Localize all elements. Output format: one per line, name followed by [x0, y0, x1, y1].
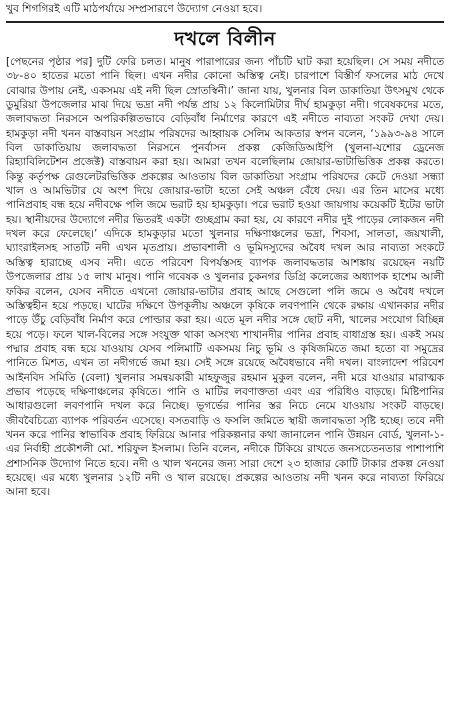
article-body: [পেছনের পৃষ্ঠার পর] দুটি ফেরি চলত। মানুষ পারাপারের জন্য পাঁচটি ঘাট করা হয়েছিল। সে সময় নদীতে ৩৮-৪০ হাতের মতো পানি ছিল। এখন নদীর কোনো অস্তিত্ব নেই। চারপাশে বিস্তীর্ণ ফসলের মাঠ দেখে বোঝার উপায় নেই, একসময় এই নদী ছিল স্রোতস্বিনী।’ জানা যায়, খুলনার বিল ডাকাতিয়া উৎসমুখ থেকে ডুমুরিয়া উপজেলার মাঝ দিয়ে ভদ্রা নদী পর্যন্ত প্রায় ১২ কিলোমিটার দীর্ঘ হামকুড়া নদী। গবেষকদের মতে, জলাবদ্ধতা নিরসনে অপরিকল্পিতভাবে বেড়িবাঁধ নির্মাণের কারণে এই নদীতে নাব্যতা সংকট দেখা দেয়। হামকুড়া নদী খনন বাস্তবায়ন সংগ্রাম পরিষদের আহ্বায়ক সেলিম আকতার স্বপন বলেন, ‘১৯৯৩-৯৪ সালে বিল ডাকাতিয়ায় জলাবদ্ধতা নিরসনে পুনর্বাসন প্রকল্প কেজিডিআইপি (খুলনা-যশোর ড্রেনেজ রিহ্যাবিলিটেশন প্রজেক্ট) বাস্তবায়ন করা হয়। আমরা তখন বলেছিলাম জোয়ার-ভাটাভিত্তিক প্রকল্প করতে। কিন্তু কর্তৃপক্ষ রেগুলেটরভিত্তিক প্রকল্পের আওতায় বিল ডাকাতিয়া সংগ্রাম পরিষদের কেটে দেওয়া সন্ধ্যা খাল ও আমভিটার যে অংশ দিয়ে জোয়ার-ভাটা হতো সেই অঞ্চল বেঁধে দেয়। এর তিন মাসের মধ্যে পানিপ্রবাহ বন্ধ হয়ে নদীবক্ষে পলি জমে ভরাট হয় হামকুড়া। পরে ভরাট হওয়া জায়গায় কয়েকটি ইটের ভাটা হয়। স্থানীয়দের উদ্যোগে নদীর ভিতরই একটা গুচ্ছগ্রাম করা হয়, যে কারণে নদীর দুই পাড়ের লোকজন নদী দখল করে ফেলেছে।’ এদিকে হামকুড়ার মতো খুলনার দক্ষিণাঞ্চলের ভদ্রা, শিবসা, সালতা, জয়খালী, ঘ্যাংরাইলসহ সাতটি নদী এখন মৃতপ্রায়। প্রভাবশালী ও ভূমিদস্যুদের অবৈধ দখল আর নাব্যতা সংকটে অস্তিত্ব হারাচ্ছে এসব নদী। এতে পরিবেশ বিপর্যস্তসহ ব্যাপক জলাবদ্ধতার আশঙ্কায় রয়েছেন নয়টি উপজেলার প্রায় ১৫ লাখ মানুষ। পানি গবেষক ও খুলনার চুকনগর ডিগ্রি কলেজের অধ্যাপক হাশেম আলী ফকির বলেন, যেসব নদীতে এখনো জোয়ার-ভাটার প্রবাহ আছে সেগুলো পলি জমে ও অবৈধ দখলে অস্তিত্বহীন হয়ে পড়ছে। ঘাটের দক্ষিণে উপকূলীয় অঞ্চলে কৃষিকে লবণপানি থেকে রক্ষায় এখানকার নদীর পাড়ে উঁচু বেড়িবাঁধ নির্মাণ করে পোল্ডার করা হয়। এতে মূল নদীর সঙ্গে ছোট নদী, খালের সংযোগ বিচ্ছিন্ন হয়ে পড়ে। ফলে খাল-বিলের সঙ্গে সংযুক্ত থাকা অসংখ্য শাখানদীর পানির প্রবাহ বাধাগ্রস্ত হয়। একই সময় পদ্মার প্রবাহ বন্ধ হয়ে যাওয়ায় যেসব পলিমাটি একসময় নিচু ভূমি ও কৃষিজমিতে জমা হতো বা সমুদ্রের পানিতে মিশত, এখন তা নদীগর্ভে জমা হয়। সেই সঙ্গে রয়েছে অবৈধভাবে নদী দখল। বাংলাদেশ পরিবেশ আইনবিদ সমিতি (বেলা) খুলনার সমন্বয়কারী মাহফুজুর রহমান মুকুল বলেন, নদী মরে যাওয়ার মারাত্মক প্রভাব পড়েছে দক্ষিণাঞ্চলের কৃষিতে। পানি ও মাটির লবণাক্ততা এবং এর পরিধিও বাড়ছে। মিষ্টিপানির আধারগুলো লবণপানি দখল করে নিচ্ছে। ভূগর্ভের পানির স্তর নিচে নেমে যাওয়ায় সংকট বাড়ছে। জীববৈচিত্র্যে ব্যাপক পরিবর্তন এসেছে। বসতবাড়ি ও ফসলি জমিতে স্থায়ী জলাবদ্ধতা সৃষ্টি হচ্ছে। তবে নদী খনন করে পানির স্বাভাবিক প্রবাহ ফিরিয়ে আনার পরিকল্পনার কথা জানালেন পানি উন্নয়ন বোর্ড, খুলনা-১-এর নির্বাহী প্রকৌশলী মো. শরিফুল ইসলাম। তিনি বলেন, নদীকে টিকিয়ে রাখতে জনসচেতনতার পাশাপাশি প্রশাসনিক উদ্যোগ নিতে হবে। নদী ও খাল খননের জন্য সারা দেশে ২৩ হাজার কোটি টাকার প্রকল্প নেওয়া হয়েছে। এর মধ্যে খুলনার ১২টি নদী ও খাল রয়েছে। প্রকল্পের আওতায় নদী খনন করে নাব্যতা ফিরিয়ে আনা হবে। [6, 56, 444, 499]
article-headline: দখলে বিলীন [174, 28, 276, 50]
preceding-article-end: খুব শিগগিরই এটি মাঠপর্যায়ে সম্প্রসারণে উদ্যোগ নেওয়া হবে। [6, 2, 444, 23]
